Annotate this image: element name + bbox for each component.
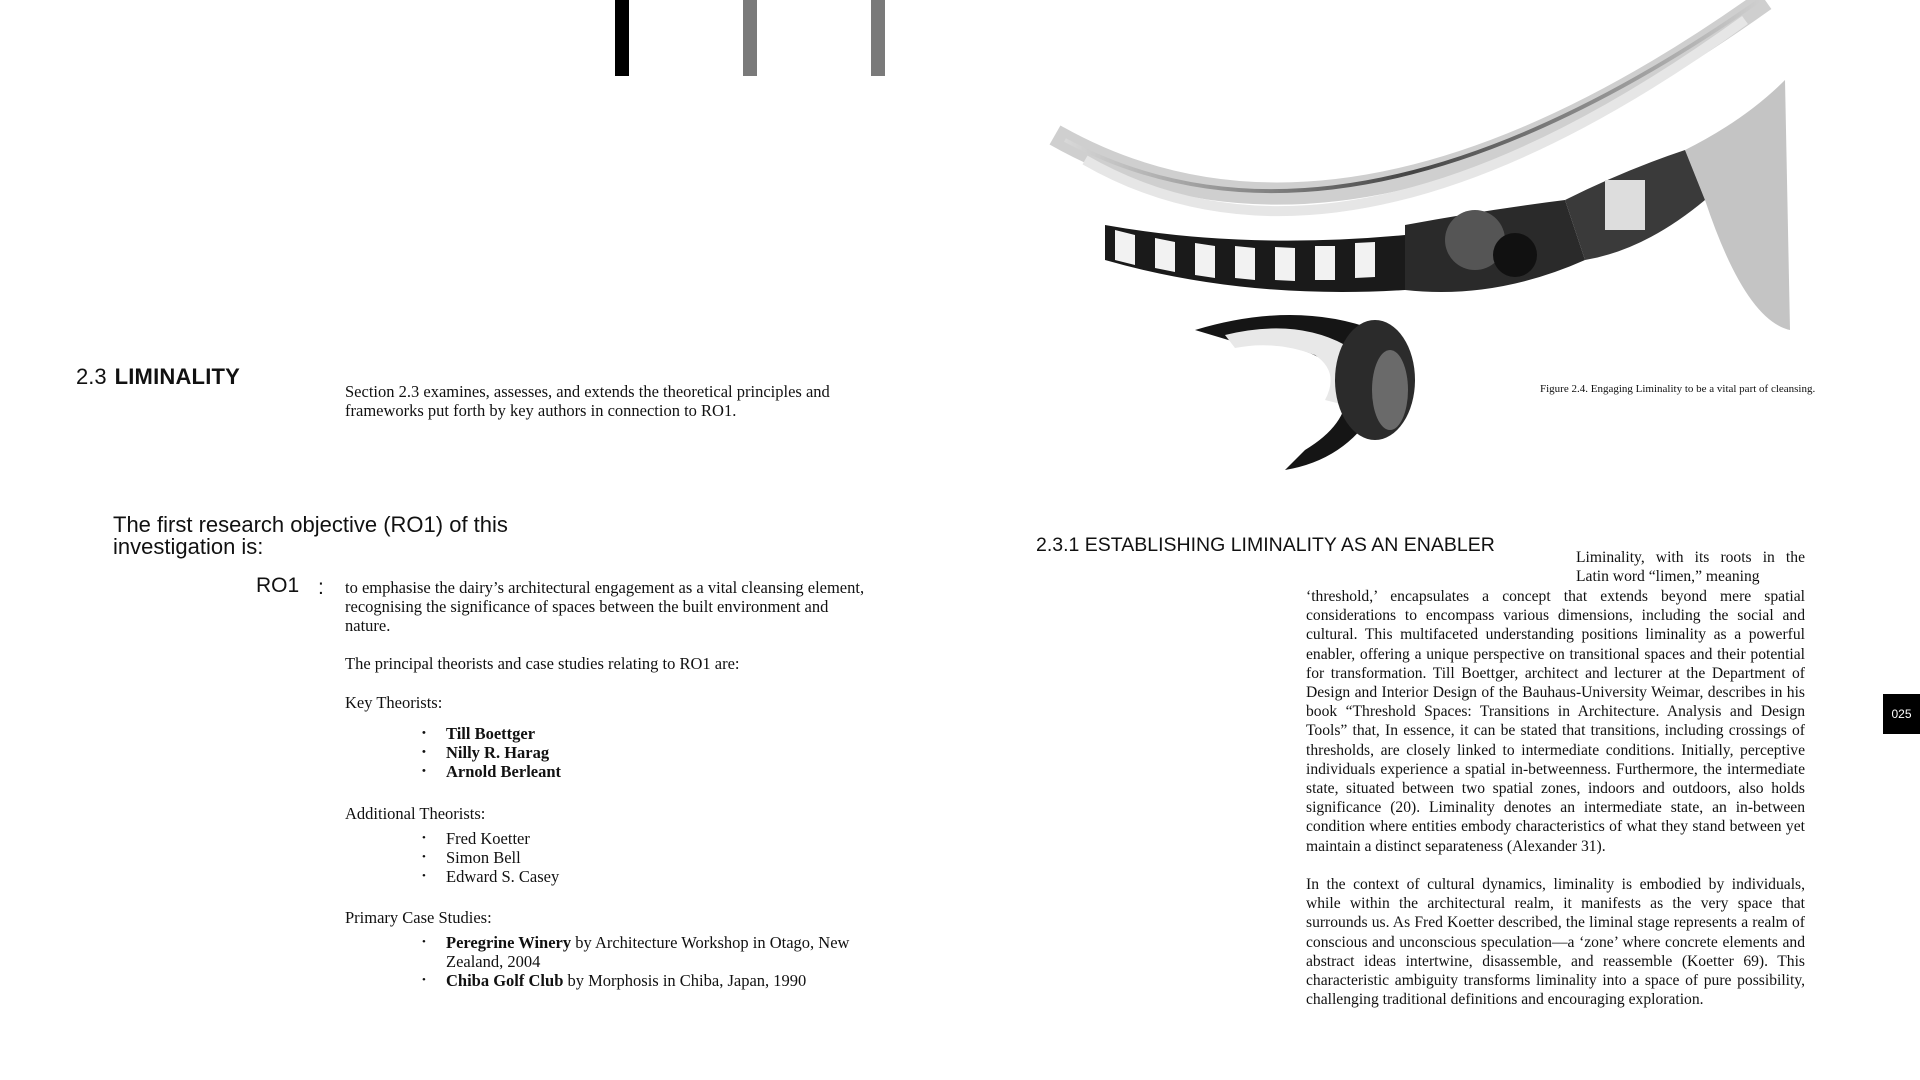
section-intro: Section 2.3 examines, assesses, and extends the theoretical principles and frameworks put forth by key authors in connection to RO1.: [345, 382, 830, 420]
ro1-colon: :: [318, 576, 324, 599]
key-theorists-label: Key Theorists:: [345, 693, 443, 712]
list-item: • Fred Koetter: [422, 829, 530, 848]
chapter-tab-mark: [871, 0, 885, 76]
objective-intro: The first research objective (RO1) of this investigation is:: [113, 512, 508, 559]
page-number-badge: 025: [1883, 694, 1920, 734]
case-study-detail: by Architecture Workshop in Otago, New Zealand, 2004: [446, 933, 850, 972]
section-title: LIMINALITY: [114, 364, 241, 389]
ro1-label: RO1: [256, 574, 300, 597]
bullet-icon: •: [422, 727, 426, 739]
bullet-icon: •: [422, 936, 426, 948]
list-item: • Edward S. Casey: [422, 867, 560, 887]
bullet-icon: •: [422, 832, 426, 844]
list-item: • Simon Bell: [422, 848, 521, 868]
bullet-icon: •: [422, 870, 426, 883]
principal-text: The principal theorists and case studies relating to RO1 are:: [345, 654, 740, 673]
section-heading: [76, 364, 240, 390]
subsection-heading: 2.3.1 ESTABLISHING LIMINALITY AS AN ENABLER: [1036, 534, 1495, 556]
figure-caption: Figure 2.4. Engaging Liminality to be a vital part of cleansing.: [1540, 383, 1816, 395]
case-study-detail: by Morphosis in Chiba, Japan, 1990: [563, 971, 807, 991]
list-item: • Till Boettger: [422, 724, 536, 743]
bullet-icon: •: [422, 974, 426, 987]
section-number: 2.3: [76, 364, 107, 389]
figure-swirl: [1195, 315, 1415, 470]
chapter-tab-mark: [743, 0, 757, 76]
case-studies-label: Primary Case Studies:: [345, 908, 492, 927]
case-studies-list: [422, 933, 866, 991]
paragraph-body: In the context of cultural dynamics, liminality is embodied by individuals, while within the architectural realm, it manifests as the very space that surrounds us. As Fred Koetter described, the liminal stage represents a realm of conscious and unconscious speculation—a ‘zone’ where concrete elements and abstract ideas intertwine, disassemble, and reassemble (Koetter 69). This characteristic ambiguity transforms liminality into a space of pure possibility, challenging traditional definitions and encouraging exploration.: [1306, 876, 1805, 1009]
paragraph-opening: Liminality, with its roots in the Latin word “limen,” meaning: [1576, 549, 1805, 586]
list-item: • Nilly R. Harag: [422, 743, 550, 763]
liminality-figure-image: [1045, 0, 1815, 470]
bullet-icon: •: [422, 851, 426, 864]
case-study-name: Chiba Golf Club: [446, 971, 564, 991]
paragraph-body: ‘threshold,’ encapsulates a concept that extends beyond mere spatial considerations to encompass various dimensions, including the social and cultural. This multifaceted understanding positions liminality as a powerful enabler, offering a unique perspective on transitional spaces and their potential for transformation. Till Boettger, architect and lecturer at the Department of Design and Interior Design of the Bauhaus-University Weimar, describes in his book “Threshold Spaces: Transitions in Architecture. Analysis and Design Tools” that, In essence, it can be stated that transitions, including crossings of thresholds, are closely linked to intermediate conditions. Initially, perceptive individuals experience a spatial in-betweenness. Furthermore, the intermediate state, situated between two spatial zones, indoors and outdoors, also holds significance (20). Liminality denotes an intermediate state, an in-between condition where entities embody characteristics of what they stand between yet maintain a distinct separateness (Alexander 31).: [1306, 588, 1805, 855]
ro1-text: to emphasise the dairy’s architectural engagement as a vital cleansing element, recognising the significance of spaces between the built environment and nature.: [345, 578, 865, 636]
additional-theorists-label: Additional Theorists:: [345, 804, 486, 823]
list-item: [422, 971, 866, 991]
list-item: • Arnold Berleant: [422, 762, 562, 782]
bullet-icon: •: [422, 746, 426, 759]
chapter-tab-mark-active: [615, 0, 629, 76]
key-theorists-list: [422, 724, 866, 782]
list-item: [422, 933, 866, 972]
additional-theorists-list: [422, 829, 866, 887]
bullet-icon: •: [422, 765, 426, 778]
case-study-name: Peregrine Winery: [446, 933, 572, 952]
